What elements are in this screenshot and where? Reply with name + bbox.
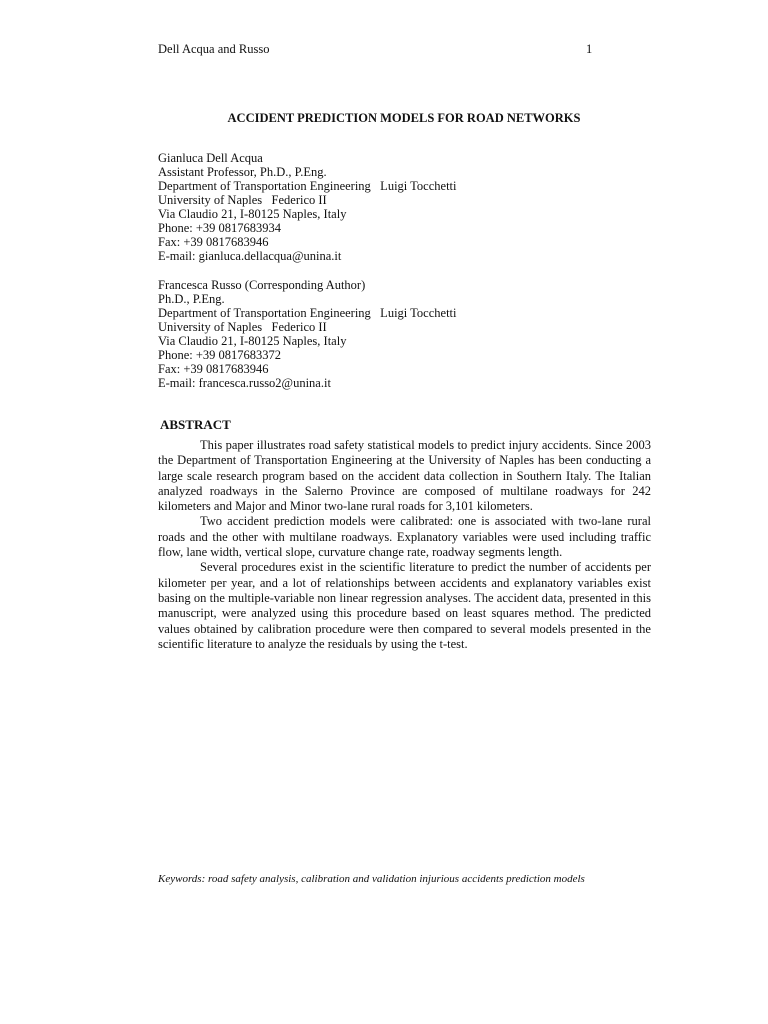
author-university: University of Naples Federico II [158, 320, 327, 334]
abstract-paragraph: This paper illustrates road safety statistical models to predict injury accidents. Since 2003 the Department of Transportation Engineering at the University of Naples has been conducting a large scale research program based on the accident data collection in Southern Italy. The Italian analyzed roadways in the Salerno Province are composed of multilane roadways for 242 kilometers and Major and Minor two-lane rural roads for 3,101 kilometers. [158, 438, 651, 514]
author-department: Department of Transportation Engineering Luigi Tocchetti [158, 179, 457, 193]
author-phone: Phone: +39 0817683934 [158, 221, 282, 235]
author-fax: Fax: +39 0817683946 [158, 235, 269, 249]
author-title: Ph.D., P.Eng. [158, 292, 225, 306]
abstract-paragraph: Several procedures exist in the scientific literature to predict the number of accidents per kilometer per year, and a lot of relationships between accidents and explanatory variables exist basing on the multiple-variable non linear regression analyses. The accident data, presented in this manuscript, were analyzed using this procedure based on least squares method. The predicted values obtained by calibration procedure were then compared to several models presented in the scientific literature to analyze the residuals by using the t-test. [158, 560, 651, 651]
paper-title: ACCIDENT PREDICTION MODELS FOR ROAD NETWORKS [227, 111, 581, 125]
author-fax: Fax: +39 0817683946 [158, 362, 269, 376]
author-address: Via Claudio 21, I-80125 Naples, Italy [158, 334, 347, 348]
author-block-dellacqua [158, 151, 457, 263]
author-address: Via Claudio 21, I-80125 Naples, Italy [158, 207, 347, 221]
author-email: E-mail: francesca.russo2@unina.it [158, 376, 331, 390]
author-name: Francesca Russo (Corresponding Author) [158, 278, 366, 292]
author-department: Department of Transportation Engineering Luigi Tocchetti [158, 306, 457, 320]
author-title: Assistant Professor, Ph.D., P.Eng. [158, 165, 327, 179]
page-number: 1 [586, 42, 593, 56]
keywords: Keywords: road safety analysis, calibration and validation injurious accidents prediction models [158, 873, 585, 885]
author-block-russo [158, 278, 457, 390]
abstract-paragraph: Two accident prediction models were calibrated: one is associated with two-lane rural roads and the other with multilane roadways. Explanatory variables were used including traffic flow, lane width, vertical slope, curvature change rate, roadway segments length. [158, 514, 651, 560]
author-phone: Phone: +39 0817683372 [158, 348, 282, 362]
author-university: University of Naples Federico II [158, 193, 327, 207]
author-name: Gianluca Dell Acqua [158, 151, 263, 165]
abstract-heading: ABSTRACT [160, 417, 231, 432]
running-head: Dell Acqua and Russo [158, 42, 270, 56]
author-email: E-mail: gianluca.dellacqua@unina.it [158, 249, 342, 263]
abstract-body [158, 438, 651, 652]
